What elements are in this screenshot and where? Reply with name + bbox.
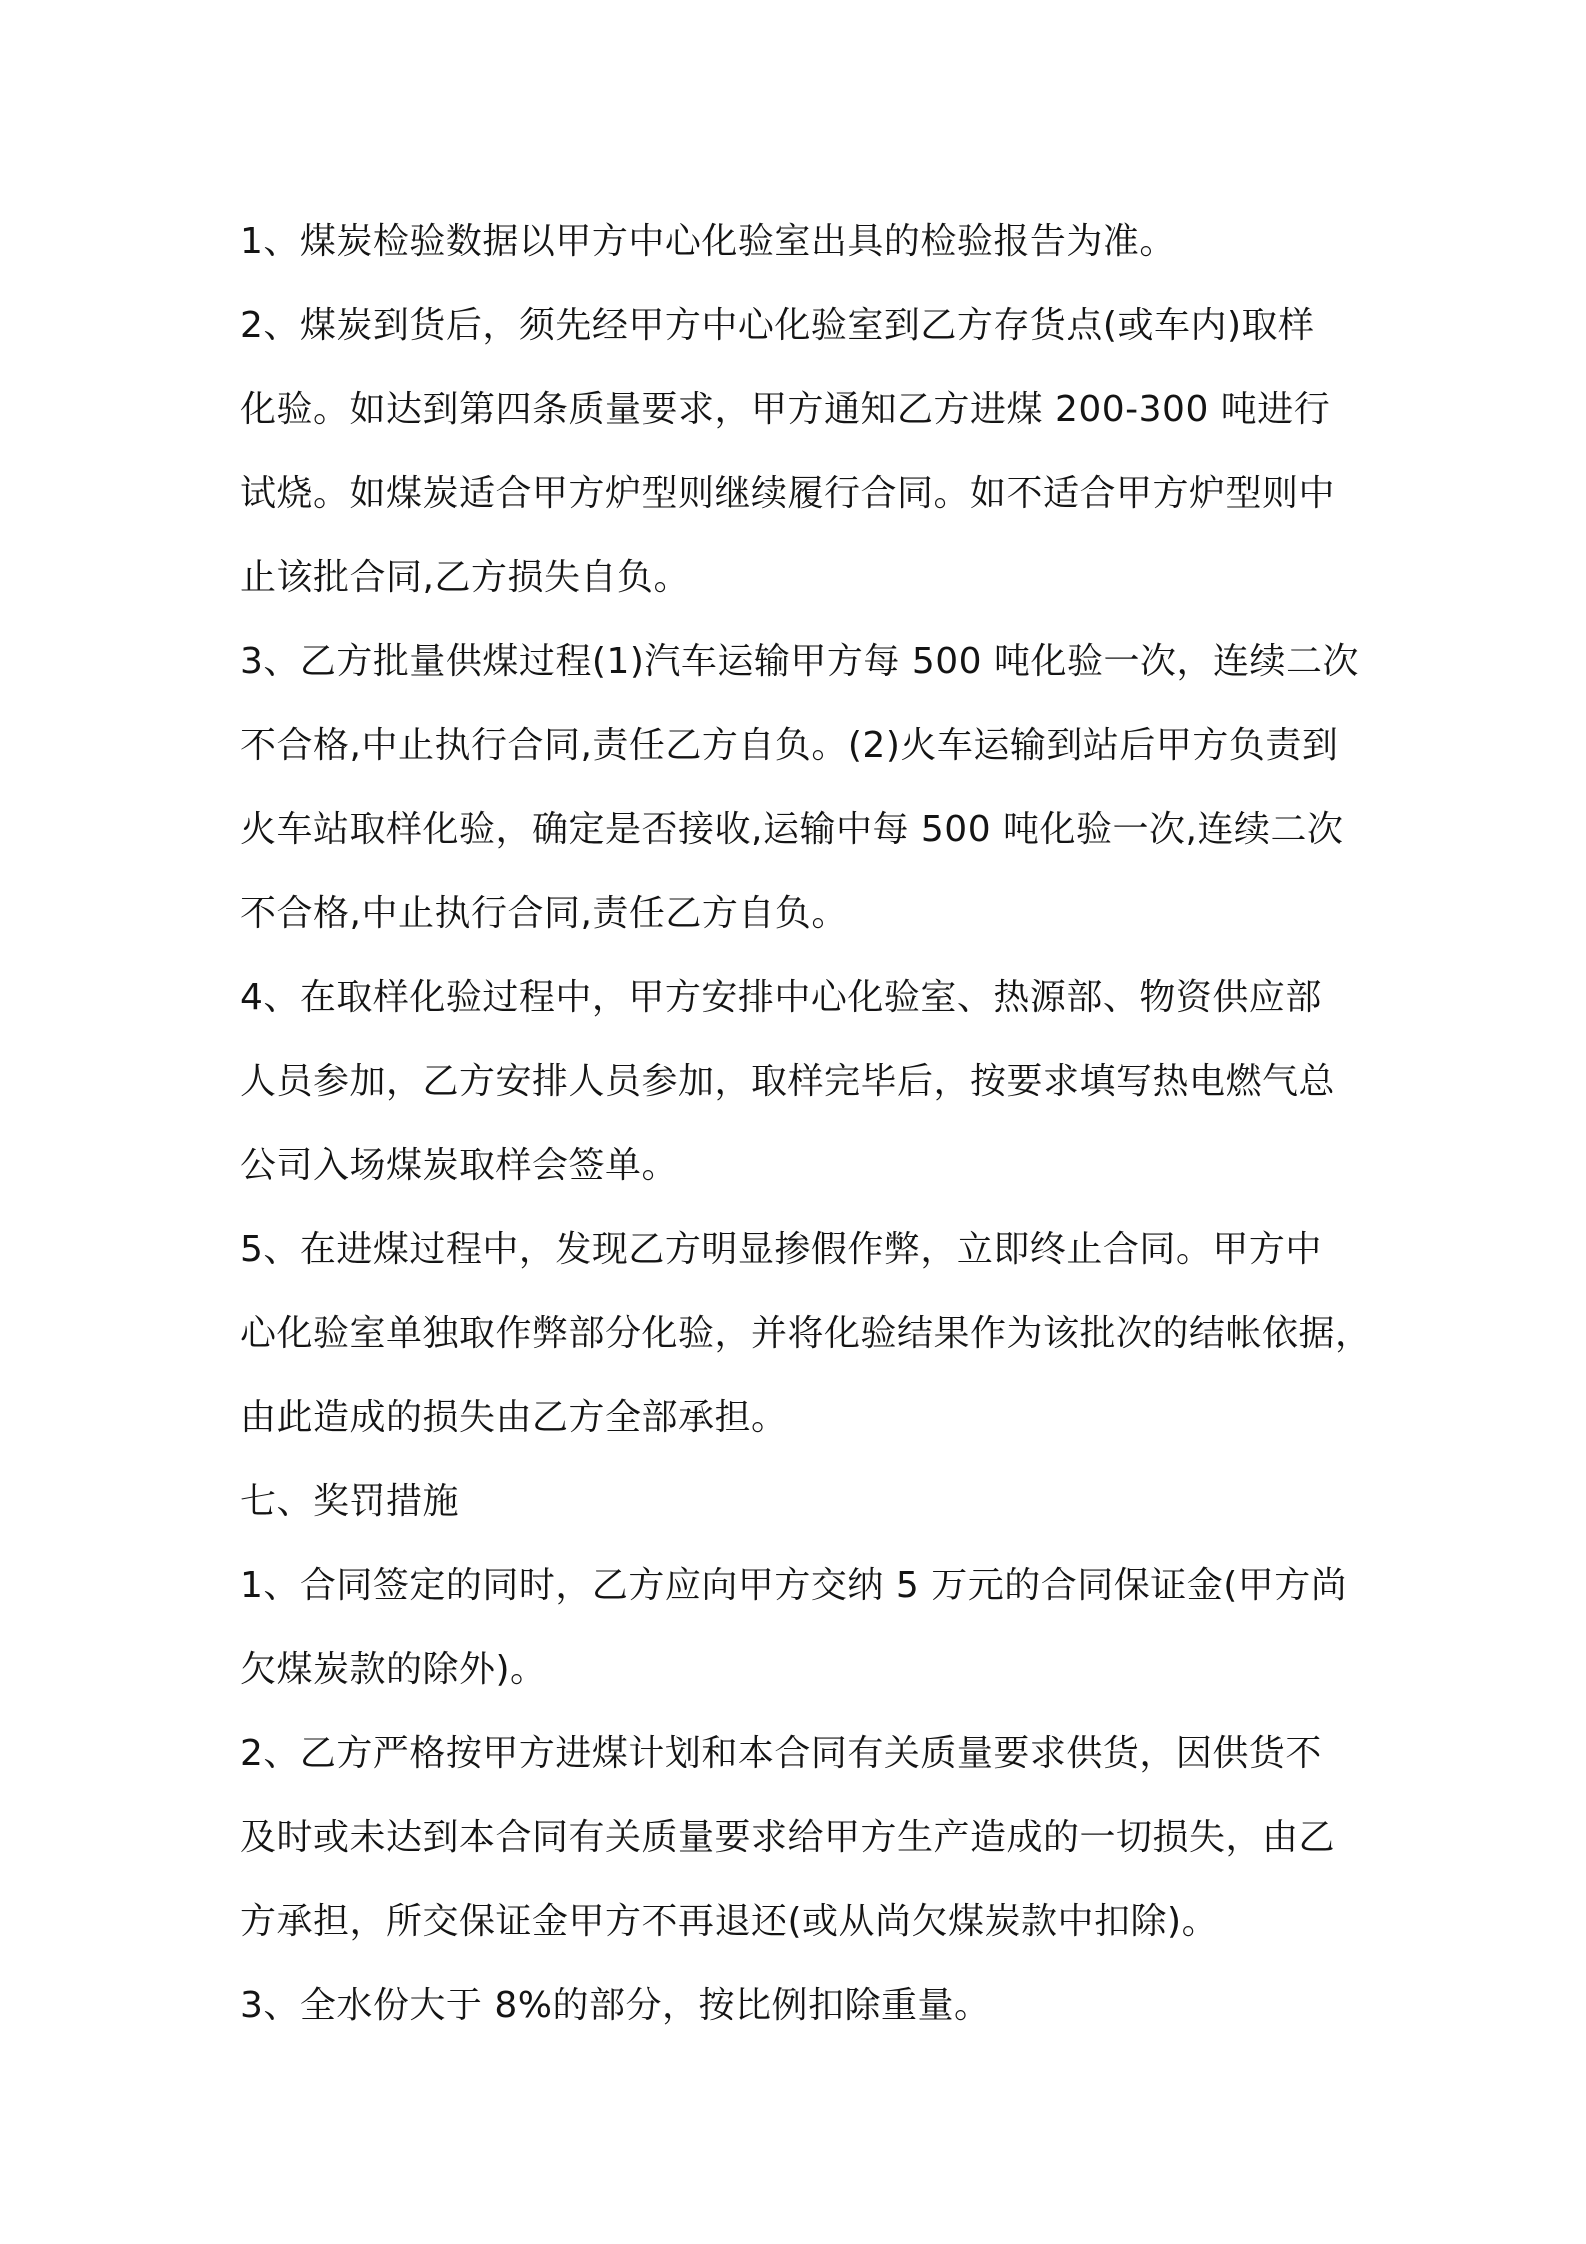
text-line: 5、在进煤过程中，发现乙方明显掺假作弊，立即终止合同。甲方中 <box>240 1229 1322 1270</box>
text-line: 试烧。如煤炭适合甲方炉型则继续履行合同。如不适合甲方炉型则中 <box>240 473 1336 514</box>
text-line: 由此造成的损失由乙方全部承担。 <box>240 1397 788 1438</box>
paragraph-8 <box>240 1964 1360 2048</box>
paragraph-4 <box>240 956 1360 1208</box>
section-heading-text: 七、奖罚措施 <box>240 1481 460 1522</box>
text-line: 人员参加，乙方安排人员参加，取样完毕后，按要求填写热电燃气总 <box>240 1061 1336 1102</box>
text-line: 公司入场煤炭取样会签单。 <box>240 1145 679 1186</box>
paragraph-6 <box>240 1544 1360 1712</box>
text-line: 2、煤炭到货后，须先经甲方中心化验室到乙方存货点(或车内)取样 <box>240 305 1315 346</box>
paragraph-2 <box>240 284 1360 620</box>
text-line: 欠煤炭款的除外)。 <box>240 1649 547 1690</box>
text-line: 止该批合同,乙方损失自负。 <box>240 557 690 598</box>
text-line: 化验。如达到第四条质量要求，甲方通知乙方进煤 200-300 吨进行 <box>240 389 1331 430</box>
text-line: 不合格,中止执行合同,责任乙方自负。(2)火车运输到站后甲方负责到 <box>240 725 1339 766</box>
text-line: 3、乙方批量供煤过程(1)汽车运输甲方每 500 吨化验一次，连续二次 <box>240 641 1359 682</box>
text-line: 不合格,中止执行合同,责任乙方自负。 <box>240 893 848 934</box>
text-line: 1、合同签定的同时，乙方应向甲方交纳 5 万元的合同保证金(甲方尚 <box>240 1565 1348 1606</box>
text-line: 方承担，所交保证金甲方不再退还(或从尚欠煤炭款中扣除)。 <box>240 1901 1219 1942</box>
document-body <box>240 200 1372 2048</box>
text-line: 4、在取样化验过程中，甲方安排中心化验室、热源部、物资供应部 <box>240 977 1322 1018</box>
text-line: 3、全水份大于 8%的部分，按比例扣除重量。 <box>240 1985 991 2026</box>
paragraph-7 <box>240 1712 1360 1964</box>
text-line: 1、煤炭检验数据以甲方中心化验室出具的检验报告为准。 <box>240 221 1176 262</box>
section-heading <box>240 1460 1360 1544</box>
paragraph-1 <box>240 200 1360 284</box>
text-line: 火车站取样化验，确定是否接收,运输中每 500 吨化验一次,连续二次 <box>240 809 1344 850</box>
paragraph-3 <box>240 620 1360 956</box>
text-line: 2、乙方严格按甲方进煤计划和本合同有关质量要求供货，因供货不 <box>240 1733 1322 1774</box>
text-line: 心化验室单独取作弊部分化验，并将化验结果作为该批次的结帐依据， <box>240 1313 1372 1354</box>
paragraph-5 <box>240 1208 1372 1460</box>
text-line: 及时或未达到本合同有关质量要求给甲方生产造成的一切损失，由乙 <box>240 1817 1336 1858</box>
